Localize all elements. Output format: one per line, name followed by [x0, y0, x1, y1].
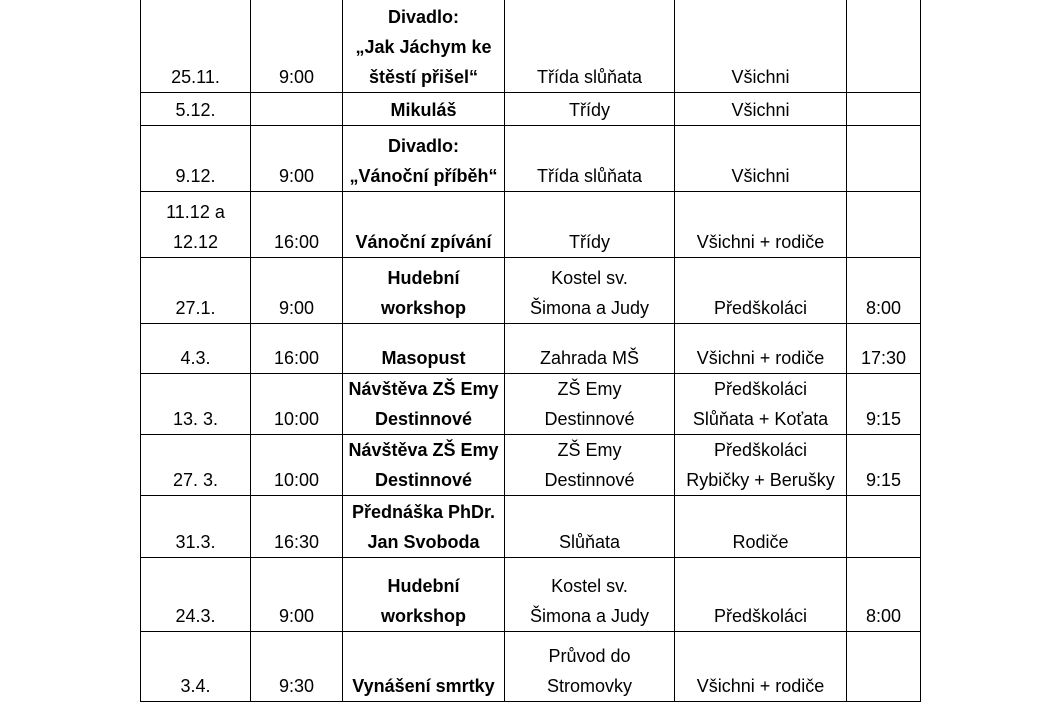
time-cell-line: 9:00	[278, 67, 315, 87]
event-cell-line: Vánoční zpívání	[355, 232, 492, 252]
meeting-time-cell	[847, 632, 921, 702]
time-cell-line: 9:00	[278, 298, 315, 318]
date-cell	[141, 374, 251, 435]
participants-cell	[675, 93, 847, 126]
place-cell	[505, 324, 675, 374]
time-cell	[251, 324, 343, 374]
meeting-time-cell-line	[849, 161, 918, 191]
place-cell	[505, 258, 675, 324]
time-cell	[251, 0, 343, 93]
date-cell-line: 4.3.	[180, 348, 211, 368]
place-cell-line: Třída slůňata	[536, 166, 643, 186]
event-cell	[343, 374, 505, 435]
place-cell	[505, 632, 675, 702]
table-row	[141, 632, 921, 702]
participants-cell-line: Rybičky + Berušky	[686, 470, 835, 490]
meeting-time-cell	[847, 192, 921, 258]
participants-cell	[675, 435, 847, 496]
date-cell	[141, 632, 251, 702]
event-cell-line: workshop	[380, 606, 466, 626]
meeting-time-cell-line	[849, 671, 918, 701]
meeting-time-cell	[847, 0, 921, 93]
place-cell-line: Průvod do	[548, 646, 631, 666]
table-row	[141, 496, 921, 558]
event-cell	[343, 0, 505, 93]
date-cell-line: 11.12 a	[166, 202, 225, 222]
meeting-time-cell	[847, 324, 921, 374]
place-cell-line: Třída slůňata	[536, 67, 643, 87]
table-row	[141, 0, 921, 93]
place-cell-line: Destinnové	[544, 470, 635, 490]
participants-cell-line: Všichni + rodiče	[696, 232, 825, 252]
table-row	[141, 558, 921, 632]
event-cell	[343, 435, 505, 496]
participants-cell	[675, 0, 847, 93]
event-cell-line: Hudební	[387, 268, 460, 288]
place-cell-line: Kostel sv.	[551, 576, 628, 596]
event-cell-line: štěstí přišel“	[368, 67, 479, 87]
time-cell	[251, 126, 343, 192]
participants-cell	[675, 192, 847, 258]
date-cell-line: 9.12.	[175, 166, 216, 186]
date-cell	[141, 192, 251, 258]
participants-cell-line: Všichni	[731, 100, 790, 120]
place-cell	[505, 558, 675, 632]
event-cell-line: Divadlo:	[387, 136, 459, 156]
participants-cell-line: Předškoláci	[713, 606, 808, 626]
date-cell	[141, 324, 251, 374]
place-cell-line: ZŠ Emy	[557, 440, 622, 460]
place-cell	[505, 126, 675, 192]
meeting-time-cell-line: 8:00	[865, 606, 902, 626]
participants-cell-line: Všichni + rodiče	[696, 676, 825, 696]
table-row	[141, 258, 921, 324]
event-cell-line: Hudební	[387, 576, 460, 596]
meeting-time-cell-line	[849, 95, 918, 125]
meeting-time-cell	[847, 93, 921, 126]
place-cell	[505, 496, 675, 558]
event-cell	[343, 632, 505, 702]
date-cell-line: 25.11.	[171, 67, 220, 87]
meeting-time-cell-line: 17:30	[860, 348, 907, 368]
participants-cell	[675, 632, 847, 702]
event-cell	[343, 258, 505, 324]
date-cell-line: 12.12	[172, 232, 219, 252]
time-cell	[251, 558, 343, 632]
place-cell	[505, 435, 675, 496]
time-cell-line: 10:00	[273, 470, 320, 490]
table-row	[141, 93, 921, 126]
participants-cell-line: Všichni	[731, 166, 790, 186]
event-cell	[343, 324, 505, 374]
participants-cell	[675, 496, 847, 558]
place-cell	[505, 93, 675, 126]
place-cell-line: Slůňata	[558, 532, 621, 552]
date-cell	[141, 258, 251, 324]
meeting-time-cell	[847, 435, 921, 496]
time-cell-line: 16:00	[273, 348, 320, 368]
date-cell-line: 31.3.	[175, 532, 216, 552]
event-cell-line: Jan Svoboda	[367, 532, 480, 552]
place-cell	[505, 0, 675, 93]
participants-cell-line: Všichni + rodiče	[696, 348, 825, 368]
time-cell	[251, 258, 343, 324]
time-cell-line: 9:00	[278, 606, 315, 626]
schedule-table	[140, 0, 921, 702]
table-row	[141, 374, 921, 435]
event-cell-line: Destinnové	[374, 409, 473, 429]
meeting-time-cell	[847, 374, 921, 435]
date-cell-line: 3.4.	[180, 676, 211, 696]
place-cell-line: Šimona a Judy	[529, 298, 650, 318]
event-cell-line: Návštěva ZŠ Emy	[348, 440, 499, 460]
participants-cell-line: Předškoláci	[713, 440, 808, 460]
date-cell-line	[143, 32, 248, 62]
table-row	[141, 324, 921, 374]
meeting-time-cell	[847, 126, 921, 192]
time-cell	[251, 496, 343, 558]
table-row	[141, 435, 921, 496]
meeting-time-cell-line: 8:00	[865, 298, 902, 318]
place-cell-line: Zahrada MŠ	[539, 348, 640, 368]
event-cell-line: „Jak Jáchym ke	[355, 37, 492, 57]
time-cell	[251, 374, 343, 435]
participants-cell-line: Rodiče	[732, 532, 789, 552]
participants-cell-line: Všichni	[731, 67, 790, 87]
time-cell-line: 16:30	[273, 532, 320, 552]
table-row	[141, 126, 921, 192]
time-cell	[251, 93, 343, 126]
place-cell-line: ZŠ Emy	[557, 379, 622, 399]
meeting-time-cell-line	[849, 227, 918, 257]
event-cell	[343, 192, 505, 258]
participants-cell-line: Předškoláci	[713, 298, 808, 318]
meeting-time-cell	[847, 258, 921, 324]
schedule-body	[141, 0, 921, 702]
event-cell	[343, 496, 505, 558]
place-cell-line: Stromovky	[546, 676, 633, 696]
place-cell	[505, 374, 675, 435]
participants-cell-line: Předškoláci	[713, 379, 808, 399]
date-cell-line: 5.12.	[175, 100, 216, 120]
event-cell-line: Divadlo:	[387, 7, 459, 27]
participants-cell	[675, 324, 847, 374]
date-cell	[141, 558, 251, 632]
event-cell-line: Masopust	[381, 348, 466, 368]
time-cell-line: 9:30	[278, 676, 315, 696]
date-cell-line: 24.3.	[175, 606, 216, 626]
event-cell-line: workshop	[380, 298, 466, 318]
time-cell-line: 9:00	[278, 166, 315, 186]
meeting-time-cell-line	[849, 527, 918, 557]
meeting-time-cell-line: 9:15	[865, 409, 902, 429]
participants-cell	[675, 126, 847, 192]
place-cell-line: Kostel sv.	[551, 268, 628, 288]
time-cell-line: 10:00	[273, 409, 320, 429]
date-cell	[141, 126, 251, 192]
time-cell	[251, 435, 343, 496]
date-cell-line: 27.1.	[175, 298, 216, 318]
participants-cell-line: Slůňata + Koťata	[692, 409, 829, 429]
meeting-time-cell-line	[849, 62, 918, 92]
event-cell	[343, 558, 505, 632]
date-cell	[141, 93, 251, 126]
place-cell-line: Šimona a Judy	[529, 606, 650, 626]
participants-cell	[675, 258, 847, 324]
meeting-time-cell	[847, 558, 921, 632]
table-row	[141, 192, 921, 258]
place-cell-line: Destinnové	[544, 409, 635, 429]
time-cell	[251, 632, 343, 702]
event-cell	[343, 126, 505, 192]
meeting-time-cell-line: 9:15	[865, 470, 902, 490]
time-cell-line	[253, 32, 340, 62]
place-cell	[505, 192, 675, 258]
event-cell-line: Mikuláš	[390, 100, 457, 120]
time-cell	[251, 192, 343, 258]
date-cell-line: 13. 3.	[172, 409, 219, 429]
place-cell-line: Třídy	[568, 232, 610, 252]
time-cell-line: 16:00	[273, 232, 320, 252]
participants-cell	[675, 374, 847, 435]
event-cell-line: „Vánoční příběh“	[349, 166, 498, 186]
date-cell-line: 27. 3.	[172, 470, 219, 490]
event-cell-line: Vynášení smrtky	[352, 676, 495, 696]
event-cell-line: Přednáška PhDr.	[351, 502, 496, 522]
meeting-time-cell	[847, 496, 921, 558]
date-cell	[141, 496, 251, 558]
date-cell	[141, 435, 251, 496]
participants-cell	[675, 558, 847, 632]
date-cell	[141, 0, 251, 93]
time-cell-line	[253, 95, 340, 125]
event-cell	[343, 93, 505, 126]
place-cell-line: Třídy	[568, 100, 610, 120]
event-cell-line: Návštěva ZŠ Emy	[348, 379, 499, 399]
event-cell-line: Destinnové	[374, 470, 473, 490]
